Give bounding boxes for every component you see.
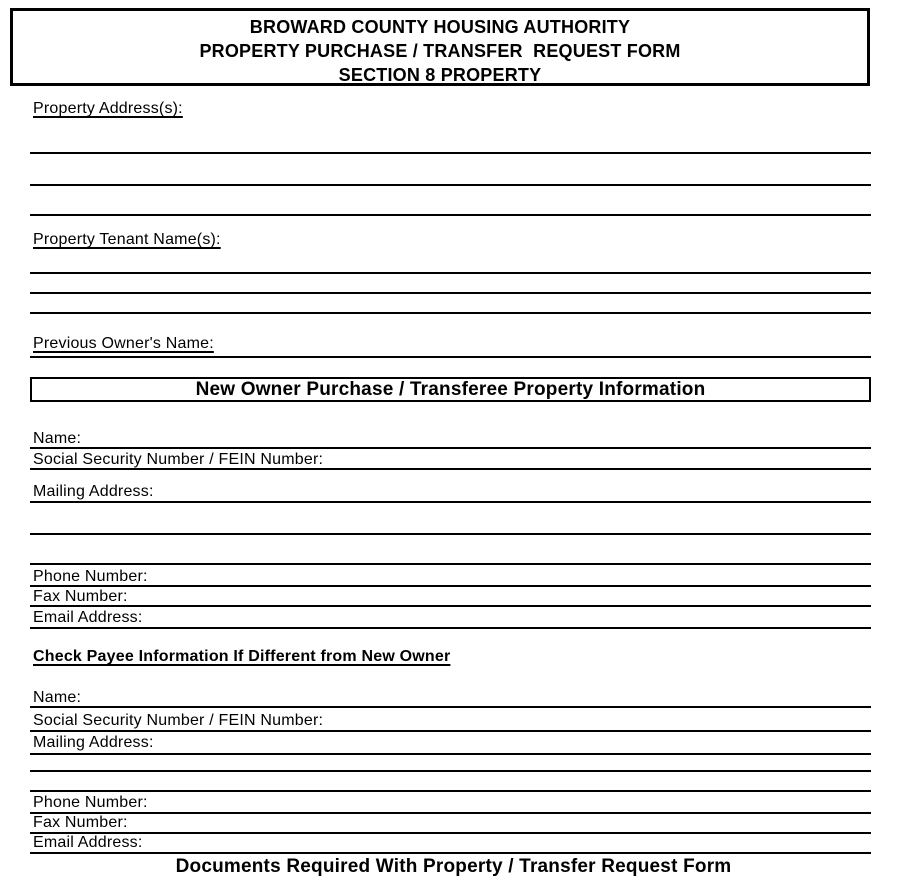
new-owner-name-label: Name: [33,430,82,447]
form-title-line1: BROWARD COUNTY HOUSING AUTHORITY [249,17,631,37]
new-owner-section-title: New Owner Purchase / Transferee Property Information [195,379,706,400]
new-owner-ssn-label: Social Security Number / FEIN Number: [33,451,324,468]
property-tenant-write-line-2 [30,292,871,294]
new-owner-email-line [30,627,871,629]
payee-phone-label: Phone Number: [33,794,148,811]
payee-name-label: Name: [33,689,82,706]
form-header-box [10,8,870,86]
new-owner-mailing-label: Mailing Address: [33,483,154,500]
payee-email-line [30,852,871,854]
property-tenant-write-line-1 [30,272,871,274]
property-address-write-line-2 [30,184,871,186]
payee-mailing-label: Mailing Address: [33,734,154,751]
property-tenant-label: Property Tenant Name(s): [33,231,221,248]
new-owner-fax-label: Fax Number: [33,588,128,605]
new-owner-mailing-line-3 [30,563,871,565]
previous-owner-write-line [30,356,871,358]
new-owner-mailing-line-1 [30,501,871,503]
property-address-label: Property Address(s): [33,100,183,117]
documents-required-heading: Documents Required With Property / Transfer Request Form [175,856,732,877]
form-title-line2: PROPERTY PURCHASE / TRANSFER REQUEST FORM [199,41,681,61]
previous-owner-label: Previous Owner's Name: [33,335,214,352]
payee-name-line [30,706,871,708]
new-owner-name-line [30,447,871,449]
new-owner-phone-line [30,585,871,587]
payee-mailing-line-2 [30,770,871,772]
payee-section-heading: Check Payee Information If Different from New Owner [33,648,451,665]
payee-fax-label: Fax Number: [33,814,128,831]
new-owner-ssn-line [30,468,871,470]
property-address-write-line-1 [30,152,871,154]
payee-ssn-label: Social Security Number / FEIN Number: [33,712,324,729]
new-owner-email-label: Email Address: [33,609,143,626]
payee-ssn-line [30,730,871,732]
new-owner-section-box [30,377,871,402]
payee-phone-line [30,812,871,814]
new-owner-fax-line [30,605,871,607]
payee-mailing-line-1 [30,753,871,755]
new-owner-phone-label: Phone Number: [33,568,148,585]
payee-email-label: Email Address: [33,834,143,851]
form-title-line3: SECTION 8 PROPERTY [338,65,542,85]
new-owner-mailing-line-2 [30,533,871,535]
property-tenant-write-line-3 [30,312,871,314]
payee-fax-line [30,832,871,834]
property-address-write-line-3 [30,214,871,216]
payee-mailing-line-3 [30,790,871,792]
